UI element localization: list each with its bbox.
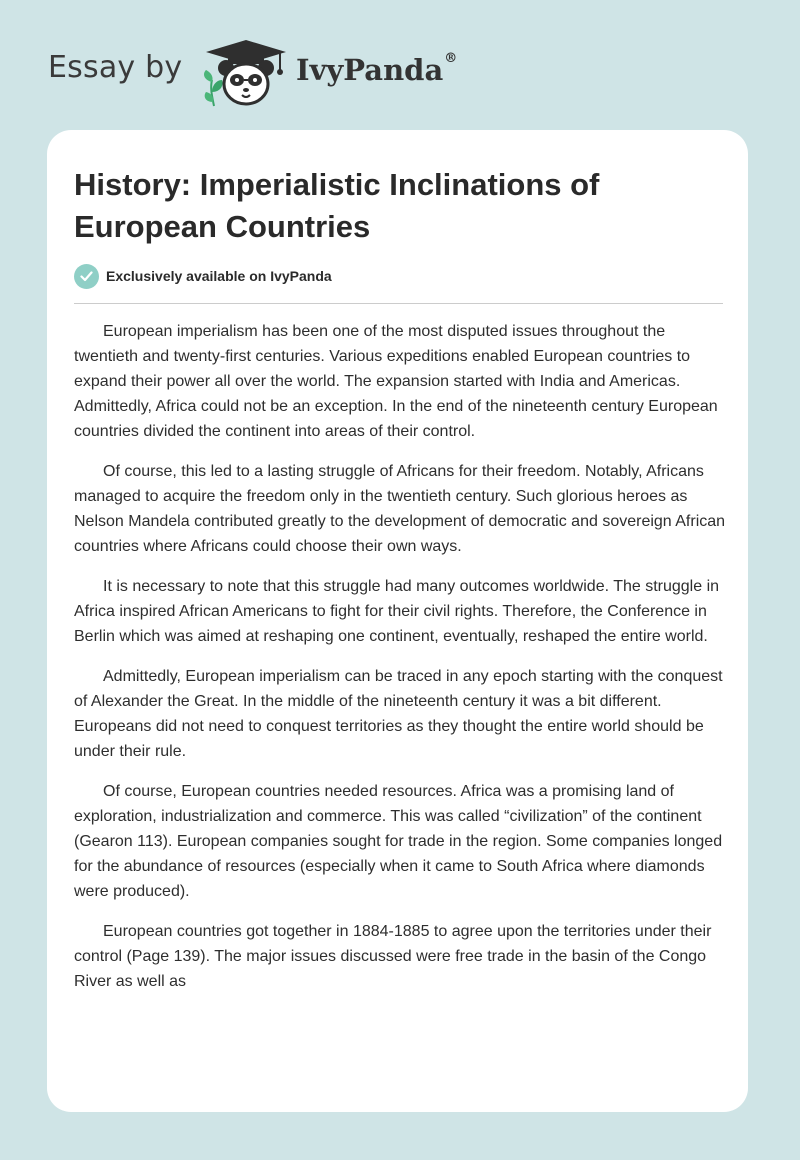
page-title: History: Imperialistic Inclinations of European Countries — [74, 167, 600, 244]
essay-body — [74, 319, 726, 1009]
essay-card — [47, 130, 748, 1112]
site-header — [0, 0, 800, 130]
paragraph: Of course, European countries needed resources. Africa was a promising land of exploration, industrialization and commerce. This was called “civilization” of the continent (Gearon 113). European companies sought for trade in the region. Some companies longed for the abundance of resources (especially when it came to South Africa where diamonds were produced). — [74, 783, 723, 900]
essay-by-label: Essay by — [48, 50, 183, 85]
panda-graduate-logo-icon[interactable] — [200, 36, 292, 108]
exclusive-label: Exclusively available on IvyPanda — [106, 268, 332, 284]
brand-name-text: IvyPanda — [296, 53, 444, 87]
exclusive-badge — [74, 263, 332, 289]
paragraph: European imperialism has been one of the most disputed issues throughout the twentieth and twenty-first centuries. Various expeditions enabled European countries to expand their power all over the world. The expansion started with India and Americas. Admittedly, Africa could not be an exception. In the end of the nineteenth century European countries divided the continent into areas of their control. — [74, 323, 718, 440]
registered-mark: ® — [444, 51, 458, 66]
divider — [74, 303, 723, 304]
paragraph: European countries got together in 1884-1885 to agree upon the territories under their control (Page 139). The major issues discussed were free trade in the basin of the Congo River as well as — [74, 923, 712, 990]
check-circle-icon — [74, 264, 99, 289]
paragraph: It is necessary to note that this struggle had many outcomes worldwide. The struggle in Africa inspired African Americans to fight for their civil rights. Therefore, the Conference in Berlin which was aimed at reshaping one continent, eventually, reshaped the entire world. — [74, 578, 720, 645]
ivy-leaf-icon — [204, 70, 223, 106]
brand-name[interactable] — [296, 53, 457, 87]
paragraph: Of course, this led to a lasting struggle of Africans for their freedom. Notably, Africans managed to acquire the freedom only in the twentieth century. Such glorious heroes as Nelson Mandela contributed greatly to the development of democratic and sovereign African countries where Africans could choose their own ways. — [74, 463, 726, 555]
paragraph: Admittedly, European imperialism can be traced in any epoch starting with the conquest of Alexander the Great. In the middle of the nineteenth century it was a bit different. Europeans did not need to conquest territories as they thought the entire world should be under their rule. — [74, 668, 723, 760]
